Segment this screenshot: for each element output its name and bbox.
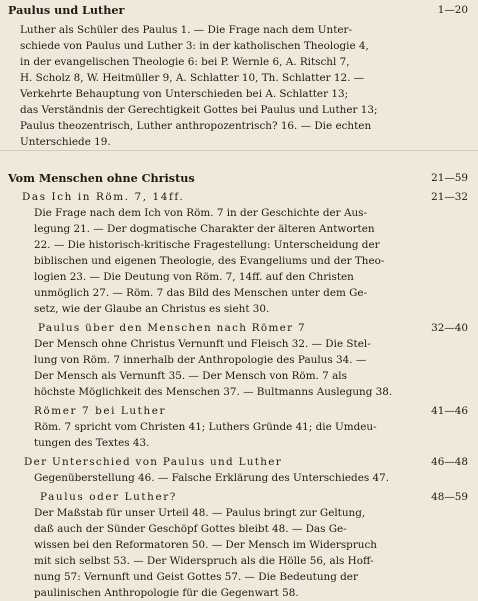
entry-line: lung von Röm. 7 innerhalb der Anthropologie des Paulus 34. — (34, 354, 367, 366)
page-range: 32—40 (431, 322, 468, 334)
page-range: 46—48 (431, 456, 468, 468)
entry-line: Der Maßstab für unser Urteil 48. — Paulus bringt zur Geltung, (34, 507, 366, 519)
subsection-title: Der Unterschied von Paulus und Luther (24, 456, 282, 468)
entry-line: daß auch der Sünder Geschöpf Gottes bleibt 48. — Das Ge- (34, 523, 347, 535)
entry-line: 22. — Die historisch-kritische Fragestellung: Unterscheidung der (34, 239, 380, 251)
entry-line: setz, wie der Glaube an Christus es sieht 30. (34, 303, 270, 315)
subsection-row (0, 189, 478, 205)
entry-line: Paulus theozentrisch, Luther anthropozentrisch? 16. — Die echten (20, 120, 372, 132)
entry-line: Unterschiede 19. (20, 136, 111, 148)
subsection-title: Paulus über den Menschen nach Römer 7 (38, 322, 306, 334)
entry-line: Verkehrte Behauptung von Unterschieden bei A. Schlatter 13; (20, 88, 349, 100)
entry-line: legung 21. — Der dogmatische Charakter der älteren Antworten (34, 223, 375, 235)
subsection-row (0, 403, 478, 419)
page-range: 21—59 (431, 172, 468, 184)
section-divider (0, 150, 478, 151)
entry-line: mit sich selbst 53. — Der Widerspruch als die Hölle 56, als Hoff- (34, 555, 374, 567)
entry-line: Röm. 7 spricht vom Christen 41; Luthers Gründe 41; die Umdeu- (34, 421, 377, 433)
page-range: 41—46 (431, 405, 468, 417)
section-heading-row (0, 170, 478, 186)
subsection-title: Römer 7 bei Luther (34, 405, 167, 417)
entry-line: Der Mensch ohne Christus Vernunft und Fleisch 32. — Die Stel- (34, 338, 371, 350)
page-range: 1—20 (437, 4, 468, 16)
entry-line: in der evangelischen Theologie 6: bei P. Wernle 6, A. Ritschl 7, (20, 56, 350, 68)
entry-line: schiede von Paulus und Luther 3: in der katholischen Theologie 4, (20, 40, 369, 52)
entry-line: wissen bei den Reformatoren 50. — Der Mensch im Widerspruch (34, 539, 377, 551)
entry-line: Gegenüberstellung 46. — Falsche Erklärung des Unterschiedes 47. (34, 472, 390, 484)
subsection-row (0, 454, 478, 470)
entry-line: Luther als Schüler des Paulus 1. — Die Frage nach dem Unter- (20, 24, 352, 36)
subsection-row (0, 489, 478, 505)
entry-line: H. Scholz 8, W. Heitmüller 9, A. Schlatter 10, Th. Schlatter 12. — (20, 72, 365, 84)
entry-line: paulinischen Anthropologie für die Gegenwart 58. (34, 587, 299, 599)
section-heading: Paulus und Luther (8, 3, 125, 17)
entry-line: unmöglich 27. — Röm. 7 das Bild des Menschen unter dem Ge- (34, 287, 368, 299)
section-heading-row (0, 2, 478, 18)
subsection-row (0, 320, 478, 336)
entry-line: tungen des Textes 43. (34, 437, 150, 449)
subsection-title: Das Ich in Röm. 7, 14ff. (22, 191, 185, 203)
section-heading: Vom Menschen ohne Christus (8, 171, 195, 185)
entry-line: Der Mensch als Vernunft 35. — Der Mensch von Röm. 7 als (34, 370, 347, 382)
page-range: 21—32 (431, 191, 468, 203)
entry-line: höchste Möglichkeit des Menschen 37. — Bultmanns Auslegung 38. (34, 386, 393, 398)
subsection-title: Paulus oder Luther? (40, 491, 177, 503)
entry-line: das Verständnis der Gerechtigkeit Gottes bei Paulus und Luther 13; (20, 104, 378, 116)
entry-line: Die Frage nach dem Ich von Röm. 7 in der Geschichte der Aus- (34, 207, 367, 219)
entry-line: biblischen und eigenen Theologie, des Evangeliums und der Theo- (34, 255, 385, 267)
page-range: 48—59 (431, 491, 468, 503)
entry-line: nung 57: Vernunft und Geist Gottes 57. — Die Bedeutung der (34, 571, 358, 583)
entry-line: logien 23. — Die Deutung von Röm. 7, 14ff. auf den Christen (34, 271, 354, 283)
